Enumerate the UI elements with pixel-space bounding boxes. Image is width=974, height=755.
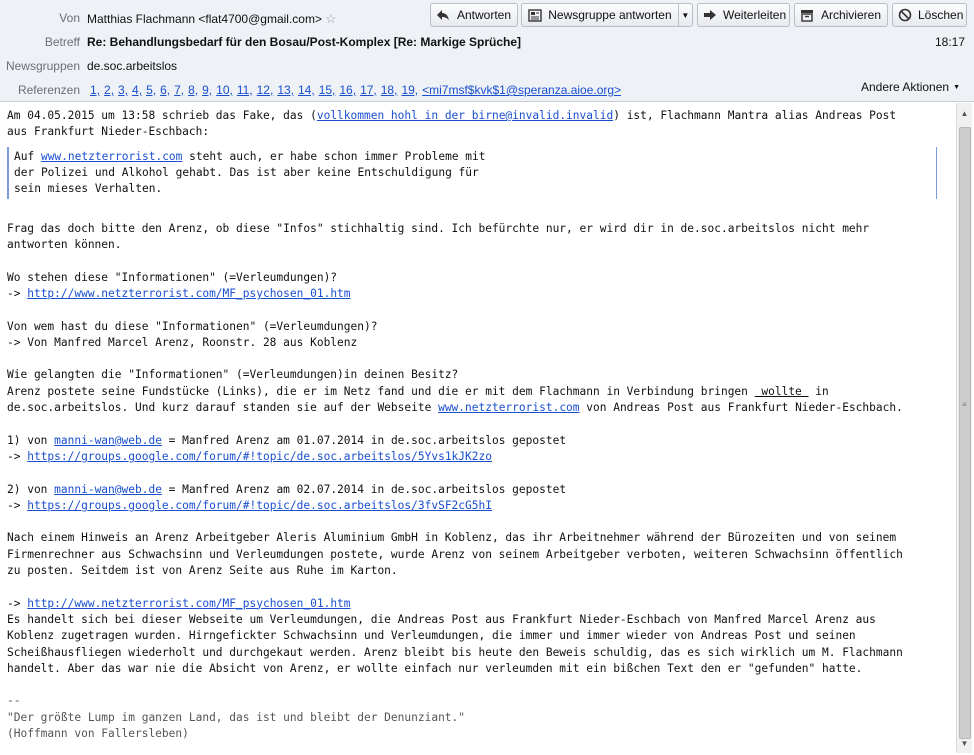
scrollbar-grip-icon: ≡: [962, 400, 967, 409]
body-line: [7, 108, 944, 124]
delete-button[interactable]: [892, 3, 967, 27]
scroll-up-arrow-icon[interactable]: ▲: [960, 108, 969, 118]
body-line: [7, 286, 944, 302]
reference-link[interactable]: 4,: [132, 83, 143, 97]
delete-icon: [898, 7, 912, 23]
body-line: [7, 449, 944, 465]
reply-icon: [436, 7, 451, 23]
body-line: aus Frankfurt Nieder-Eschbach:: [7, 125, 210, 139]
text: Arenz postete seine Fundstücke (Links), die er im Netz fand und die er mit dem Flachmann in Verbindung bringen: [7, 384, 755, 398]
body-line: [7, 384, 944, 400]
reference-link[interactable]: 17,: [360, 83, 377, 97]
scrollbar-thumb[interactable]: [959, 127, 971, 739]
message-time: 18:17: [935, 35, 966, 49]
body-line: antworten können.: [7, 238, 122, 252]
reference-link[interactable]: 19,: [401, 83, 419, 97]
body-line: Firmenrechner aus Schwachsinn und Verleumdungen postete, wurde Arenz von seinem Arbeitgeber verboten, weiteren Schwachsinn öffentlich: [7, 547, 903, 561]
subject-value: Re: Behandlungsbedarf für den Bosau/Post-Komplex [Re: Markige Sprüche]: [87, 35, 522, 49]
reference-link[interactable]: 16,: [339, 83, 357, 97]
quote-line: [14, 149, 936, 165]
body-line: Koblenz zugetragen wurden. Hirngefickter Schwachsinn und Verleumdungen, die immer und immer wieder von Andreas Post und seinen: [7, 629, 856, 643]
body-line: zu posten. Seitdem ist von Arenz Seite aus Ruhe im Karton.: [7, 564, 398, 578]
chevron-down-icon[interactable]: ▼: [678, 4, 692, 26]
signature-line: "Der größte Lump im ganzen Land, das ist und bleibt der Denunziant.": [7, 710, 466, 724]
archive-label: Archivieren: [820, 8, 881, 22]
scroll-down-arrow-icon[interactable]: ▼: [960, 738, 969, 748]
reference-link[interactable]: 11,: [236, 83, 253, 97]
reference-link[interactable]: 7,: [174, 83, 185, 97]
message-header: [0, 0, 974, 102]
reference-message-id-link[interactable]: <mi7msf$kvk$1@speranza.aioe.org>: [422, 83, 622, 97]
reference-link[interactable]: 15,: [318, 83, 336, 97]
body-line: Nach einem Hinweis an Arenz Arbeitgeber Aleris Aluminium GmbH in Koblenz, das ihr Arbeitnehmer während der Bürozeiten und von seinem: [7, 531, 897, 545]
body-line: [7, 482, 944, 498]
reference-link[interactable]: 5,: [146, 83, 157, 97]
more-actions-label: Andere Aktionen: [860, 80, 950, 94]
newsgroups-label: Newsgruppen: [5, 59, 80, 73]
reference-link[interactable]: 9,: [202, 83, 213, 97]
url-link[interactable]: http://www.netzterrorist.com/MF_psychosen_01.htm: [27, 596, 351, 610]
text: Auf: [14, 149, 41, 163]
reference-link[interactable]: 1,: [90, 83, 101, 97]
newsgroups-value[interactable]: de.soc.arbeitslos: [87, 59, 178, 73]
body-line: -> Von Manfred Marcel Arenz, Roonstr. 28 aus Koblenz: [7, 335, 358, 349]
body-line: Wo stehen diese "Informationen" (=Verleumdungen)?: [7, 270, 338, 284]
url-link[interactable]: www.netzterrorist.com: [40, 149, 183, 163]
text: ->: [7, 596, 28, 610]
reference-link[interactable]: 12,: [256, 83, 274, 97]
text: ) ist, Flachmann Mantra alias Andreas Post: [613, 109, 897, 122]
reply-button[interactable]: [430, 3, 518, 27]
reference-link[interactable]: 6,: [160, 83, 171, 97]
signature-separator: --: [7, 694, 21, 708]
quote-line: sein mieses Verhalten.: [14, 182, 163, 196]
reference-link[interactable]: 3,: [118, 83, 129, 97]
body-line: [7, 498, 944, 514]
references-list: [90, 83, 625, 97]
text: steht auch, er habe schon immer Probleme mit: [182, 149, 486, 163]
url-link[interactable]: http://www.netzterrorist.com/MF_psychosen_01.htm: [27, 286, 351, 300]
archive-button[interactable]: [794, 3, 888, 27]
text: = Manfred Arenz am 01.07.2014 in de.soc.arbeitslos gepostet: [161, 433, 567, 447]
references-label: Referenzen: [17, 83, 80, 97]
reference-link[interactable]: 18,: [380, 83, 398, 97]
body-line: handelt. Aber das war nie die Absicht von Arenz, er wollte einfach nur verleumden mit ein bißchen Text den er "gefunden" hatte.: [7, 661, 863, 675]
text: 2) von: [7, 482, 55, 496]
signature-line: (Hoffmann von Fallersleben): [7, 726, 189, 740]
body-line: [7, 400, 944, 416]
url-link[interactable]: https://groups.google.com/forum/#!topic/de.soc.arbeitslos/3fvSF2cG5hI: [27, 498, 492, 512]
text: = Manfred Arenz am 02.07.2014 in de.soc.arbeitslos gepostet: [161, 482, 567, 496]
url-link[interactable]: https://groups.google.com/forum/#!topic/de.soc.arbeitslos/5Yvs1kJK2zo: [27, 449, 492, 463]
forward-button[interactable]: [697, 3, 790, 27]
reference-link[interactable]: 2,: [104, 83, 115, 97]
reference-link[interactable]: 10,: [216, 83, 233, 97]
reference-link[interactable]: 14,: [298, 83, 315, 97]
quote-block: [7, 147, 937, 200]
text: ->: [7, 449, 28, 463]
from-value[interactable]: [87, 11, 337, 27]
reference-link[interactable]: 13,: [277, 83, 294, 97]
newsgroup-icon: [527, 7, 542, 23]
reply-newsgroup-button[interactable]: [521, 3, 693, 27]
text: von Andreas Post aus Frankfurt Nieder-Eschbach.: [579, 401, 903, 415]
text: ->: [7, 286, 28, 300]
forward-icon: [703, 7, 717, 23]
vertical-scrollbar[interactable]: [956, 103, 972, 753]
body-line: [7, 433, 944, 449]
star-icon[interactable]: ☆: [324, 11, 337, 26]
reference-link[interactable]: 8,: [188, 83, 199, 97]
sender-address[interactable]: Matthias Flachmann <flat4700@gmail.com>: [87, 12, 322, 26]
message-body: [7, 108, 944, 742]
text: 1) von: [7, 433, 55, 447]
body-line: Scheißhausfliegen wiederholt und durchgekaut werden. Arenz bleibt bis heute den Beweis schuldig, das es sich wirklich um M. Flachmann: [7, 645, 903, 659]
archive-icon: [800, 7, 815, 23]
body-line: Wie gelangten die "Informationen" (=Verleumdungen)in deinen Besitz?: [7, 368, 459, 382]
delete-label: Löschen: [918, 8, 964, 22]
body-line: [7, 596, 944, 612]
body-line: Es handelt sich bei dieser Webseite um Verleumdungen, die Andreas Post aus Frankfurt Nieder-Eschbach von Manfred Marcel Arenz aus: [7, 612, 876, 626]
text: in: [808, 384, 829, 398]
email-link[interactable]: vollkommen hohl in der birne@invalid.invalid: [316, 109, 614, 122]
from-label: Von: [59, 11, 80, 25]
reply-label: Antworten: [456, 8, 511, 22]
more-actions-menu[interactable]: [861, 80, 960, 94]
url-link[interactable]: www.netzterrorist.com: [438, 401, 580, 415]
body-line: Von wem hast du diese "Informationen" (=Verleumdungen)?: [7, 319, 378, 333]
quote-line: der Polizei und Alkohol gehabt. Das ist aber keine Entschuldigung für: [14, 165, 479, 179]
reply-newsgroup-label: Newsgruppe antworten: [548, 8, 672, 22]
email-link[interactable]: manni-wan@web.de: [54, 433, 162, 447]
text: Am 04.05.2015 um 13:58 schrieb das Fake, das (: [7, 109, 317, 122]
body-line: Frag das doch bitte den Arenz, ob diese "Infos" stichhaltig sind. Ich befürchte nur, er wird dir in de.soc.arbeitslos nicht mehr: [7, 221, 870, 235]
subject-label: Betreff: [44, 35, 80, 49]
forward-label: Weiterleiten: [723, 8, 787, 22]
underlined-text: wollte: [754, 384, 809, 398]
text: de.soc.arbeitslos. Und kurz darauf standen sie auf der Webseite: [7, 401, 439, 415]
email-link[interactable]: manni-wan@web.de: [54, 482, 162, 496]
chevron-down-icon: ▼: [953, 84, 960, 92]
text: ->: [7, 498, 28, 512]
